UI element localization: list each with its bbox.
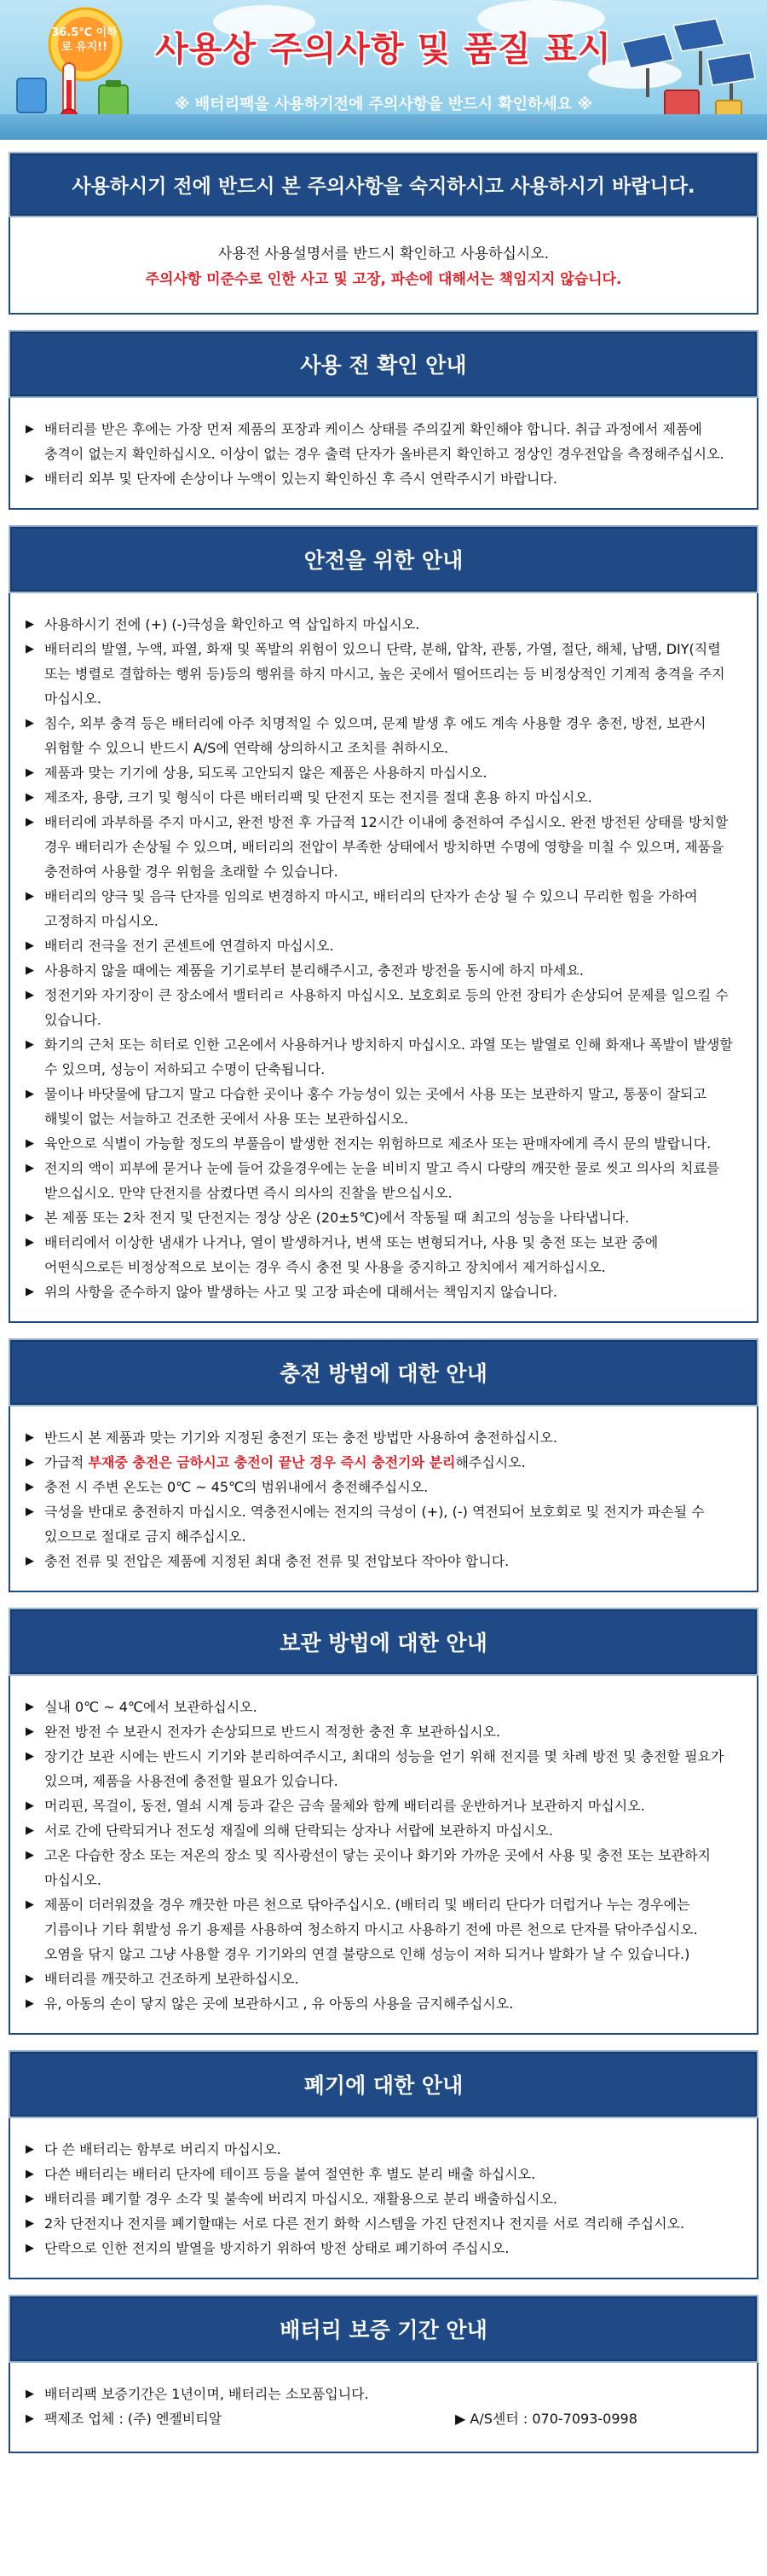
list-item: ▶ 다 쓴 배터리는 함부로 버리지 마십시오. [26, 2137, 736, 2162]
section-box [9, 1406, 758, 1592]
safety-section [0, 525, 767, 1323]
list-item: ▶ 위의 사항을 준수하지 않아 발생하는 사고 및 고장 파손에 대해서는 책임지지 않습니다. [26, 1279, 736, 1304]
banner-ground [0, 114, 767, 140]
intro-section [0, 152, 767, 315]
list-item: ▶ 다쓴 배터리는 배터리 단자에 테이프 등을 붙여 절연한 후 별도 분리 배출 하십시오. [26, 2162, 736, 2186]
list-item: ▶ 사용하시기 전에 (+) (-)극성을 확인하고 역 삽입하지 마십시오. [26, 612, 736, 637]
pre-use-section [0, 330, 767, 510]
manufacturer: ▶ 팩제조 업체 : (주) 엔젤비티알 [44, 2411, 222, 2427]
section-box [9, 2363, 758, 2453]
section-box [9, 593, 758, 1323]
charging-section [0, 1338, 767, 1592]
list-item: ▶ 실내 0℃ ~ 4℃에서 보관하십시오. [26, 1695, 736, 1719]
section-box [9, 1676, 758, 2035]
disposal-section [0, 2050, 767, 2279]
banner-subtitle [128, 92, 639, 114]
warranty-section [0, 2295, 767, 2453]
list-item: ▶ 제품과 맞는 기기에 상용, 되도록 고안되지 않은 제품은 사용하지 마십시오. [26, 760, 736, 785]
list-item: ▶ 2차 단전지나 전지를 폐기할때는 서로 다른 전기 화학 시스템을 가진 단전지나 전지를 서로 격리해 주십시오. [26, 2211, 736, 2236]
highlight-warning: 부재중 충전은 금하시고 충전이 끝난 경우 즉시 충전기와 분리 [88, 1454, 456, 1470]
thermometer-label: 36.5℃ 이하로 유지!! [51, 26, 118, 54]
list-item: ▶ 물이나 바닷물에 담그지 말고 다습한 곳이나 홍수 가능성이 있는 곳에서 사용 또는 보관하지 말고, 통풍이 잘되고 해빛이 없는 서늘하고 건조한 곳에서 사용 또는 보관하십시오. [26, 1082, 736, 1131]
list-item: ▶ 배터리를 폐기할 경우 소각 및 불속에 버리지 마십시오. 재활용으로 분리 배출하십시오. [26, 2186, 736, 2211]
storage-section [0, 1608, 767, 2035]
list-item: ▶ 극성을 반대로 충전하지 마십시오. 역충전시에는 전지의 극성이 (+), (-) 역전되어 보호회로 및 전지가 파손될 수 있으므로 절대로 금지 해주십시오. [26, 1499, 736, 1549]
header-banner [0, 0, 767, 140]
as-center: ▶ A/S센터 : 070-7093-0998 [455, 2411, 637, 2427]
list-item: ▶ 머리핀, 목걸이, 동전, 열쇠 시계 등과 같은 금속 물체와 함께 배터리를 운반하거나 보관하지 마십시오. [26, 1793, 736, 1818]
list-item: ▶ 제품이 더러워졌을 경우 깨끗한 마른 천으로 닦아주십시오. (배터리 및 배터리 단다가 더럽거나 누는 경우에는 기름이나 기타 휘발성 유기 용제를 사용하여 청소하지 마시고 사용하기 전에 마른 천으로 단자를 닦아주십시오. 오염을 닦지 않고 그냥 사용할 경우 기기와의 연결 불량으로 인해 성능이 저하 되거나 발화가 날 수 있습니다.) [26, 1892, 736, 1967]
list-item: ▶ 가급적 부재중 충전은 금하시고 충전이 끝난 경우 즉시 충전기와 분리해주십시오. [26, 1450, 736, 1475]
note-symbol: ※ [577, 95, 592, 113]
list-item: ▶ 본 제품 또는 2차 전지 및 단전지는 정상 상온 (20±5℃)에서 작동될 때 최고의 성능을 나타냅니다. [26, 1205, 736, 1230]
disposal-list [26, 2137, 736, 2261]
list-item: ▶ 배터리에 과부하를 주지 마시고, 완전 방전 후 가급적 12시간 이내에 충전하여 주십시오. 완전 방전된 상태를 방치할 경우 배터리가 손상될 수 있으며, 배터리의 전압이 부족한 상태에서 방치하면 수명에 영향을 미칠 수 있으며, 제품을 충전하여 사용할 경우 위험을 초래할 수 있습니다. [26, 810, 736, 884]
list-item: ▶ 충전 전류 및 전압은 제품에 지정된 최대 충전 전류 및 전압보다 작아야 합니다. [26, 1549, 736, 1574]
list-item [26, 2406, 736, 2431]
list-item: ▶ 전지의 액이 피부에 묻거나 눈에 들어 갔을경우에는 눈을 비비지 말고 즉시 다량의 깨끗한 물로 씻고 의사의 치료를 받으십시오. 만약 단전지를 삼켰다면 즉시 의사의 진찰을 받으십시오. [26, 1156, 736, 1205]
list-item: ▶ 배터리를 받은 후에는 가장 먼저 제품의 포장과 케이스 상태를 주의깊게 확인해야 합니다. 취급 과정에서 제품에 충격이 없는지 확인하십시오. 이상이 없는 경우 출력 단자가 올바른지 확인하고 정상인 경우전압을 측정해주십시오. [26, 417, 736, 466]
list-item: ▶ 화기의 근처 또는 히터로 인한 고온에서 사용하거나 방치하지 마십시오. 과열 또는 발열로 인해 화재나 폭발이 발생할 수 있으며, 성능이 저하되고 수명이 단축됩니다. [26, 1032, 736, 1082]
list-item: ▶ 유, 아동의 손이 닿지 않은 곳에 보관하시고 , 유 아동의 사용을 금지해주십시오. [26, 1991, 736, 2016]
safety-list [26, 612, 736, 1304]
list-item: ▶ 배터리의 양극 및 음극 단자를 임의로 변경하지 마시고, 배터리의 단자가 손상 될 수 있으니 무리한 힘을 가하여 고정하지 마십시오. [26, 884, 736, 933]
list-item: ▶ 사용하지 않을 때에는 제품을 기기로부터 분리해주시고, 충전과 방전을 동시에 하지 마세요. [26, 958, 736, 983]
intro-header: 사용하시기 전에 반드시 본 주의사항을 숙지하시고 사용하시기 바랍니다. [9, 152, 758, 217]
note-symbol: ※ [175, 95, 190, 113]
pre-use-list [26, 417, 736, 491]
list-item: ▶ 충전 시 주변 온도는 0℃ ~ 45℃의 범위내에서 충전해주십시오. [26, 1475, 736, 1499]
section-title: 사용 전 확인 안내 [9, 330, 758, 398]
storage-list [26, 1695, 736, 2016]
section-title: 안전을 위한 안내 [9, 525, 758, 593]
list-item: ▶ 배터리 전극을 전기 콘센트에 연결하지 마십시오. [26, 933, 736, 958]
banner-subtitle-text: 배터리팩을 사용하기전에 주의사항을 반드시 확인하세요 [194, 95, 573, 113]
banner-title: 사용상 주의사항 및 품질 표시 [155, 30, 612, 69]
list-item: ▶ 고온 다습한 장소 또는 저온의 장소 및 직사광선이 닿는 곳이나 화기와 가까운 곳에서 사용 및 충전 또는 보관하지 마십시오. [26, 1843, 736, 1892]
list-item: ▶ 장기간 보관 시에는 반드시 기기와 분리하여주시고, 최대의 성능을 얻기 위해 전지를 몇 차례 방전 및 충전할 필요가 있으며, 제품을 사용전에 충전할 필요가 있습니다. [26, 1744, 736, 1793]
section-title: 충전 방법에 대한 안내 [9, 1338, 758, 1406]
intro-warning: 주의사항 미준수로 인한 사고 및 고장, 파손에 대해서는 책임지지 않습니다. [145, 271, 622, 288]
list-item: ▶ 반드시 본 제품과 맞는 기기와 지정된 충전기 또는 충전 방법만 사용하여 충전하십시오. [26, 1425, 736, 1450]
section-box [9, 2118, 758, 2279]
list-item: ▶ 단락으로 인한 전지의 발열을 방지하기 위하여 방전 상태로 폐기하여 주십시오. [26, 2236, 736, 2261]
section-title: 보관 방법에 대한 안내 [9, 1608, 758, 1676]
warranty-period: ▶ 배터리팩 보증기간은 1년이며, 배터리는 소모품입니다. [26, 2382, 736, 2406]
list-item: ▶ 침수, 외부 충격 등은 배터리에 아주 치명적일 수 있으며, 문제 발생 후 에도 계속 사용할 경우 충전, 방전, 보관시 위험할 수 있으니 반드시 A/S에 연락해 상의하시고 조치를 취하시오. [26, 711, 736, 760]
list-item: ▶ 서로 간에 단락되거나 전도성 재질에 의해 단락되는 상자나 서랍에 보관하지 마십시오. [26, 1818, 736, 1843]
section-title: 배터리 보증 기간 안내 [9, 2295, 758, 2363]
list-item: ▶ 제조자, 용량, 크기 및 형식이 다른 배터리팩 및 단전지 또는 전지를 절대 혼용 하지 마십시오. [26, 785, 736, 810]
list-item: ▶ 배터리의 발열, 누액, 파열, 화재 및 폭발의 위험이 있으니 단락, 분해, 압착, 관통, 가열, 절단, 해체, 납땜, DIY(직렬 또는 병렬로 결합하는 행위 등)등의 행위를 하지 마시고, 높은 곳에서 떨어뜨리는 등 비정상적인 기계적 충격을 주지 마십시오. [26, 637, 736, 711]
charging-list [26, 1425, 736, 1574]
warranty-list [26, 2382, 736, 2431]
intro-box [9, 217, 758, 315]
list-item: ▶ 배터리를 깨끗하고 건조하게 보관하십시오. [26, 1967, 736, 1991]
list-item: ▶ 육안으로 식별이 가능할 정도의 부풀음이 발생한 전지는 위험하므로 제조사 또는 판매자에게 즉시 문의 발랍니다. [26, 1131, 736, 1156]
intro-line: 사용전 사용설명서를 반드시 확인하고 사용하십시오. [217, 245, 550, 263]
section-title: 폐기에 대한 안내 [9, 2050, 758, 2118]
list-item: ▶ 정전기와 자기장이 큰 장소에서 밸터리ㄹ 사용하지 마십시오. 보호회로 등의 안전 장티가 손상되어 문제를 일으킬 수 있습니다. [26, 983, 736, 1032]
list-item: ▶ 완전 방전 수 보관시 전자가 손상되므로 반드시 적정한 충전 후 보관하십시오. [26, 1719, 736, 1744]
section-box [9, 398, 758, 510]
list-item: ▶ 배터리 외부 및 단자에 손상이나 누액이 있는지 확인하신 후 즉시 연락주시기 바랍니다. [26, 466, 736, 491]
list-item: ▶ 배터리에서 이상한 냄새가 나거나, 열이 발생하거나, 변색 또는 변형되거나, 사용 및 충전 또는 보관 중에 어떤식으로든 비정상적으로 보이는 경우 즉시 충전 및 사용을 중지하고 장치에서 제거하십시오. [26, 1230, 736, 1279]
